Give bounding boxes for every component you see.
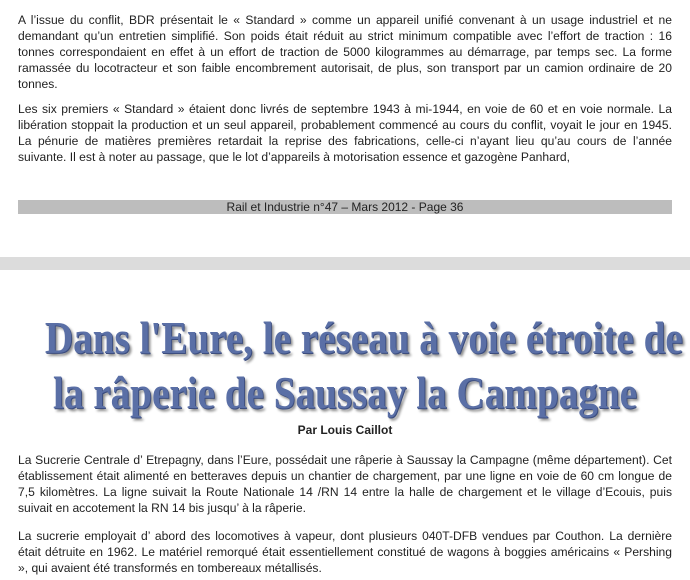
page-separator: [0, 257, 690, 270]
paragraph-sucrerie-intro: La Sucrerie Centrale d’ Etrepagny, dans l’Eure, possédait une râperie à Saussay la Campagne (même département). Cet établissement était alimenté en betteraves depuis un chantier de chargement, par une ligne en voie de 60 cm longue de 7,5 kilomètres. La ligne suivait la Route Nationale 14 /RN 14 entre la halle de chargement et le village d’Ecouis, puis suivait en accotement la RN 14 bis jusqu’ à la râperie.: [18, 453, 672, 515]
article-title-line-1: Dans l'Eure, le réseau à voie étroite de: [44, 313, 683, 363]
paragraph-standard-description: A l’issue du conflit, BDR présentait le « Standard » comme un appareil unifié convenant à un usage industriel et ne demandant qu’un entretien simplifié. Son poids était réduit au strict minimum compatible avec l’effort de traction : 16 tonnes correspondaient en effet à un effort de traction de 5000 kilogrammes au démarrage, par temps sec. La forme ramassée du locotracteur et son faible encombrement autorisait, de plus, son transport par un camion ordinaire de 20 tonnes.: [18, 13, 672, 91]
article-byline: Par Louis Caillot: [297, 423, 393, 437]
paragraph-standard-deliveries: Les six premiers « Standard » étaient donc livrés de septembre 1943 à mi-1944, en voie de 60 et en voie normale. La libération stoppait la production et un seul appareil, probablement commencé au cours du conflit, voyait le jour en 1945. La pénurie de matières premières retardait la reprise des fabrications, celle-ci n’ayant lieu qu’au cours de l’année suivante. Il est à noter au passage, que le lot d’appareils à motorisation essence et gazogène Panhard,: [18, 102, 672, 164]
page-footer-text: Rail et Industrie n°47 – Mars 2012 - Page 36: [226, 200, 464, 214]
article-title-line-2: la râperie de Saussay la Campagne: [52, 368, 637, 418]
article-page: [0, 270, 690, 580]
paragraph-locomotives: La sucrerie employait d’ abord des locomotives à vapeur, dont plusieurs 040T-DFB vendues par Couthon. La dernière était détruite en 1962. Le matériel remorqué était essentiellement constitué de wagons à boggies américains « Pershing », qui avaient été transformés en tombereaux métallisés.: [18, 529, 672, 575]
previous-page: [0, 0, 690, 257]
page-footer: [18, 200, 672, 214]
